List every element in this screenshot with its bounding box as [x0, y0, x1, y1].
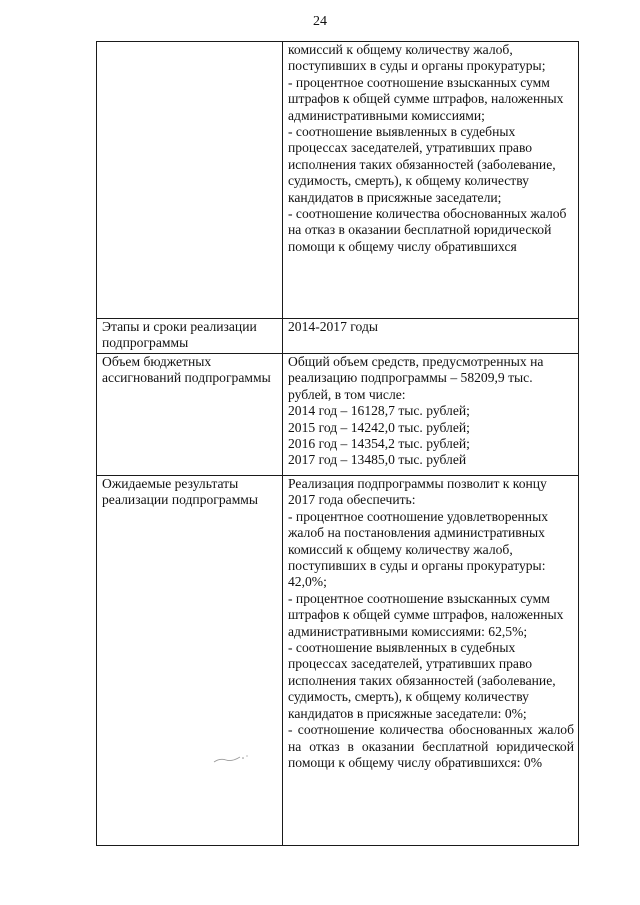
- value-paragraph: Общий объем средств, предусмотренных на реализацию подпрограммы – 58209,9 тыс. рублей, в том числе:: [288, 354, 544, 402]
- value-paragraph: 2014 год – 16128,7 тыс. рублей;: [288, 403, 470, 419]
- value-paragraph: - процентное соотношение взысканных сумм штрафов к общей сумме штрафов, наложенных административными комиссиями: 62,5%;: [288, 590, 564, 639]
- row-label: Ожидаемые результаты реализации подпрограммы: [97, 476, 283, 846]
- value-paragraph: - процентное соотношение взысканных сумм штрафов к общей сумме штрафов, наложенных административными комиссиями;: [288, 74, 564, 123]
- table-row-targets-continued: [97, 42, 579, 319]
- row-value: [283, 319, 579, 354]
- value-paragraph: - соотношение выявленных в судебных процессах заседателей, утративших право исполнения таких обязанностей (заболевание, судимость, смерть), к общему количеству кандидатов в присяжные заседатели: 0%;: [288, 640, 556, 721]
- subprogram-passport-table: [96, 41, 579, 846]
- table-row-expected-results: [97, 476, 579, 846]
- value-paragraph: - соотношение выявленных в судебных процессах заседателей, утративших право исполнения таких обязанностей (заболевание, судимость, смерть), к общему количеству кандидатов в присяжные заседатели;: [288, 124, 556, 205]
- row-value: [283, 354, 579, 476]
- value-paragraph: - процентное соотношение удовлетворенных жалоб на постановления административных комиссий к общему количеству жалоб, поступивших в суды и органы прокуратуры: 42,0%;: [288, 508, 549, 590]
- value-paragraph: 2014-2017 годы: [288, 319, 378, 334]
- value-paragraph: Реализация подпрограммы позволит к концу 2017 года обеспечить:: [288, 476, 547, 508]
- table-row-stages: [97, 319, 579, 354]
- row-label: [97, 42, 283, 319]
- value-paragraph: - соотношение количества обоснованных жалоб на отказ в оказании бесплатной юридической помощи к общему числу обратившихся: 0%: [288, 722, 574, 770]
- value-paragraph: 2016 год – 14354,2 тыс. рублей;: [288, 436, 470, 452]
- value-paragraph: комиссий к общему количеству жалоб, поступивших в суды и органы прокуратуры;: [288, 42, 546, 74]
- row-label: Объем бюджетных ассигнований подпрограммы: [97, 354, 283, 476]
- row-value: [283, 476, 579, 846]
- row-label: Этапы и сроки реализации подпрограммы: [97, 319, 283, 354]
- value-paragraph: 2017 год – 13485,0 тыс. рублей: [288, 452, 467, 468]
- scan-smudge-icon: [212, 752, 250, 766]
- value-paragraph: 2015 год – 14242,0 тыс. рублей;: [288, 419, 470, 435]
- table-row-budget: [97, 354, 579, 476]
- row-value: [283, 42, 579, 319]
- page-number: 24: [313, 14, 327, 29]
- value-paragraph: - соотношение количества обоснованных жалоб на отказ в оказании бесплатной юридической помощи к общему числу обратившихся: [288, 206, 567, 254]
